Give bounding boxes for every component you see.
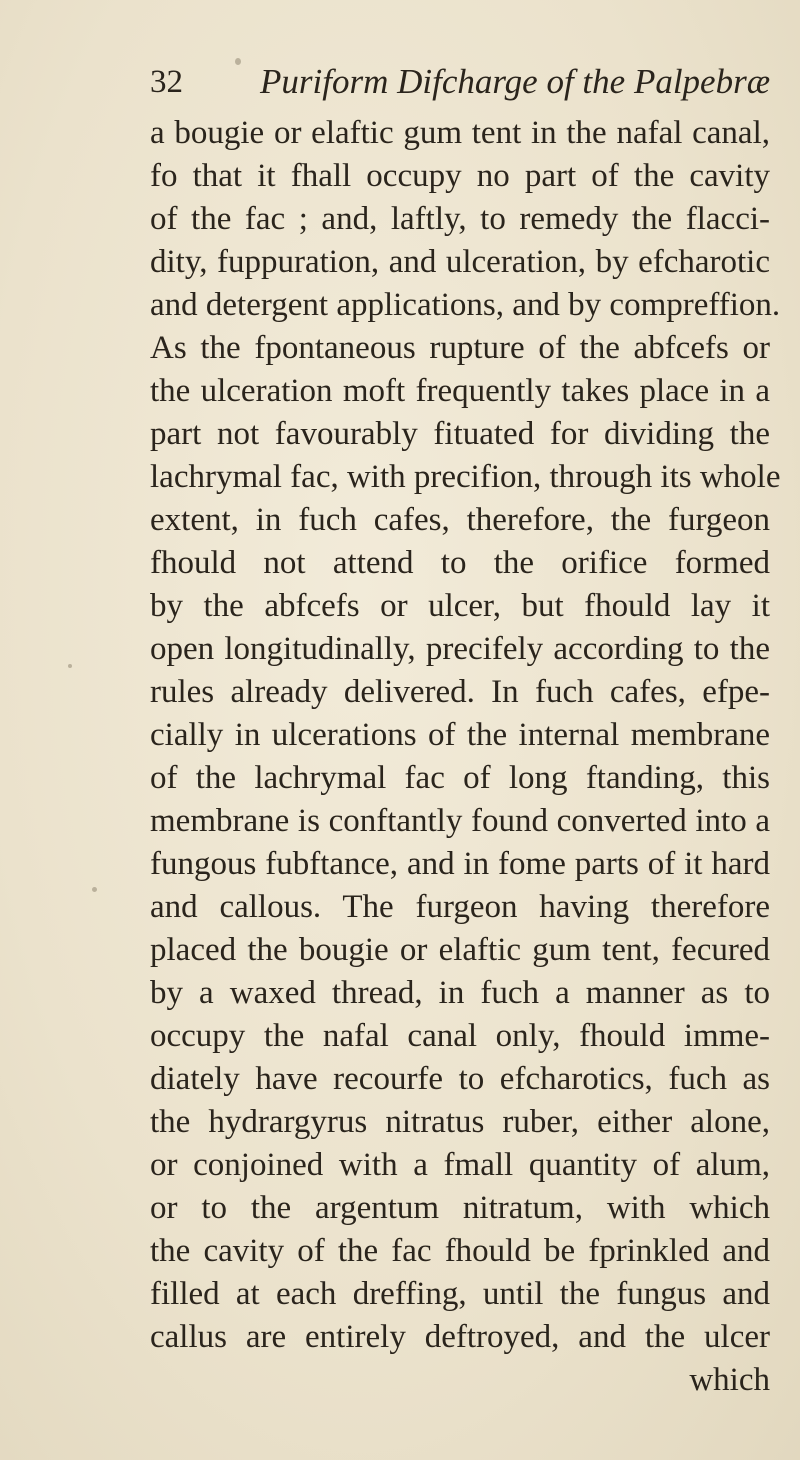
text-line: extent, in fuch cafes, therefore, the furgeon [150, 502, 770, 538]
catchword: which [689, 1362, 770, 1398]
text-line: lachrymal fac, with precifion, through its whole [150, 459, 781, 495]
text-line: a bougie or elaftic gum tent in the nafal canal, [150, 115, 770, 151]
ink-speck [68, 664, 72, 668]
text-line: of the fac ; and, laftly, to remedy the flacci- [150, 201, 770, 237]
text-line: and detergent applications, and by compreffion. [150, 287, 781, 323]
text-line: the ulceration moft frequently takes place in a [150, 373, 770, 409]
text-line: the cavity of the fac fhould be fprinkled and [150, 1233, 770, 1269]
text-line: or conjoined with a fmall quantity of alum, [150, 1147, 770, 1183]
text-line: and callous. The furgeon having therefore [150, 889, 770, 925]
text-line: rules already delivered. In fuch cafes, efpe- [150, 674, 770, 710]
text-line: diately have recourfe to efcharotics, fuch as [150, 1061, 770, 1097]
text-line: membrane is conftantly found converted into a [150, 803, 770, 839]
text-line: or to the argentum nitratum, with which [150, 1190, 770, 1226]
text-line: the hydrargyrus nitratus ruber, either alone, [150, 1104, 770, 1140]
text-line: fhould not attend to the orifice formed [150, 545, 770, 581]
text-line: dity, fuppuration, and ulceration, by efcharotic [150, 244, 770, 280]
text-line: filled at each dreffing, until the fungus and [150, 1276, 770, 1312]
ink-speck [92, 887, 97, 892]
text-line: part not favourably fituated for dividing the [150, 416, 770, 452]
page-header [150, 60, 771, 110]
page-number: 32 [150, 64, 183, 100]
running-head: Puriform Difcharge of the Palpebræ [260, 62, 771, 101]
text-line: placed the bougie or elaftic gum tent, fecured [150, 932, 770, 968]
text-line: As the fpontaneous rupture of the abfcefs or [150, 330, 770, 366]
text-line: occupy the nafal canal only, fhould imme- [150, 1018, 770, 1054]
text-line: fungous fubftance, and in fome parts of it hard [150, 846, 770, 882]
text-line: open longitudinally, precifely according to the [150, 631, 770, 667]
text-line: of the lachrymal fac of long ftanding, this [150, 760, 770, 796]
text-line: by the abfcefs or ulcer, but fhould lay it [150, 588, 770, 624]
body-text [150, 112, 781, 1402]
text-line: fo that it fhall occupy no part of the cavity [150, 158, 770, 194]
ink-speck [235, 58, 241, 65]
text-line: cially in ulcerations of the internal membrane [150, 717, 770, 753]
text-line: callus are entirely deftroyed, and the ulcer [150, 1319, 770, 1355]
text-line: by a waxed thread, in fuch a manner as to [150, 975, 770, 1011]
